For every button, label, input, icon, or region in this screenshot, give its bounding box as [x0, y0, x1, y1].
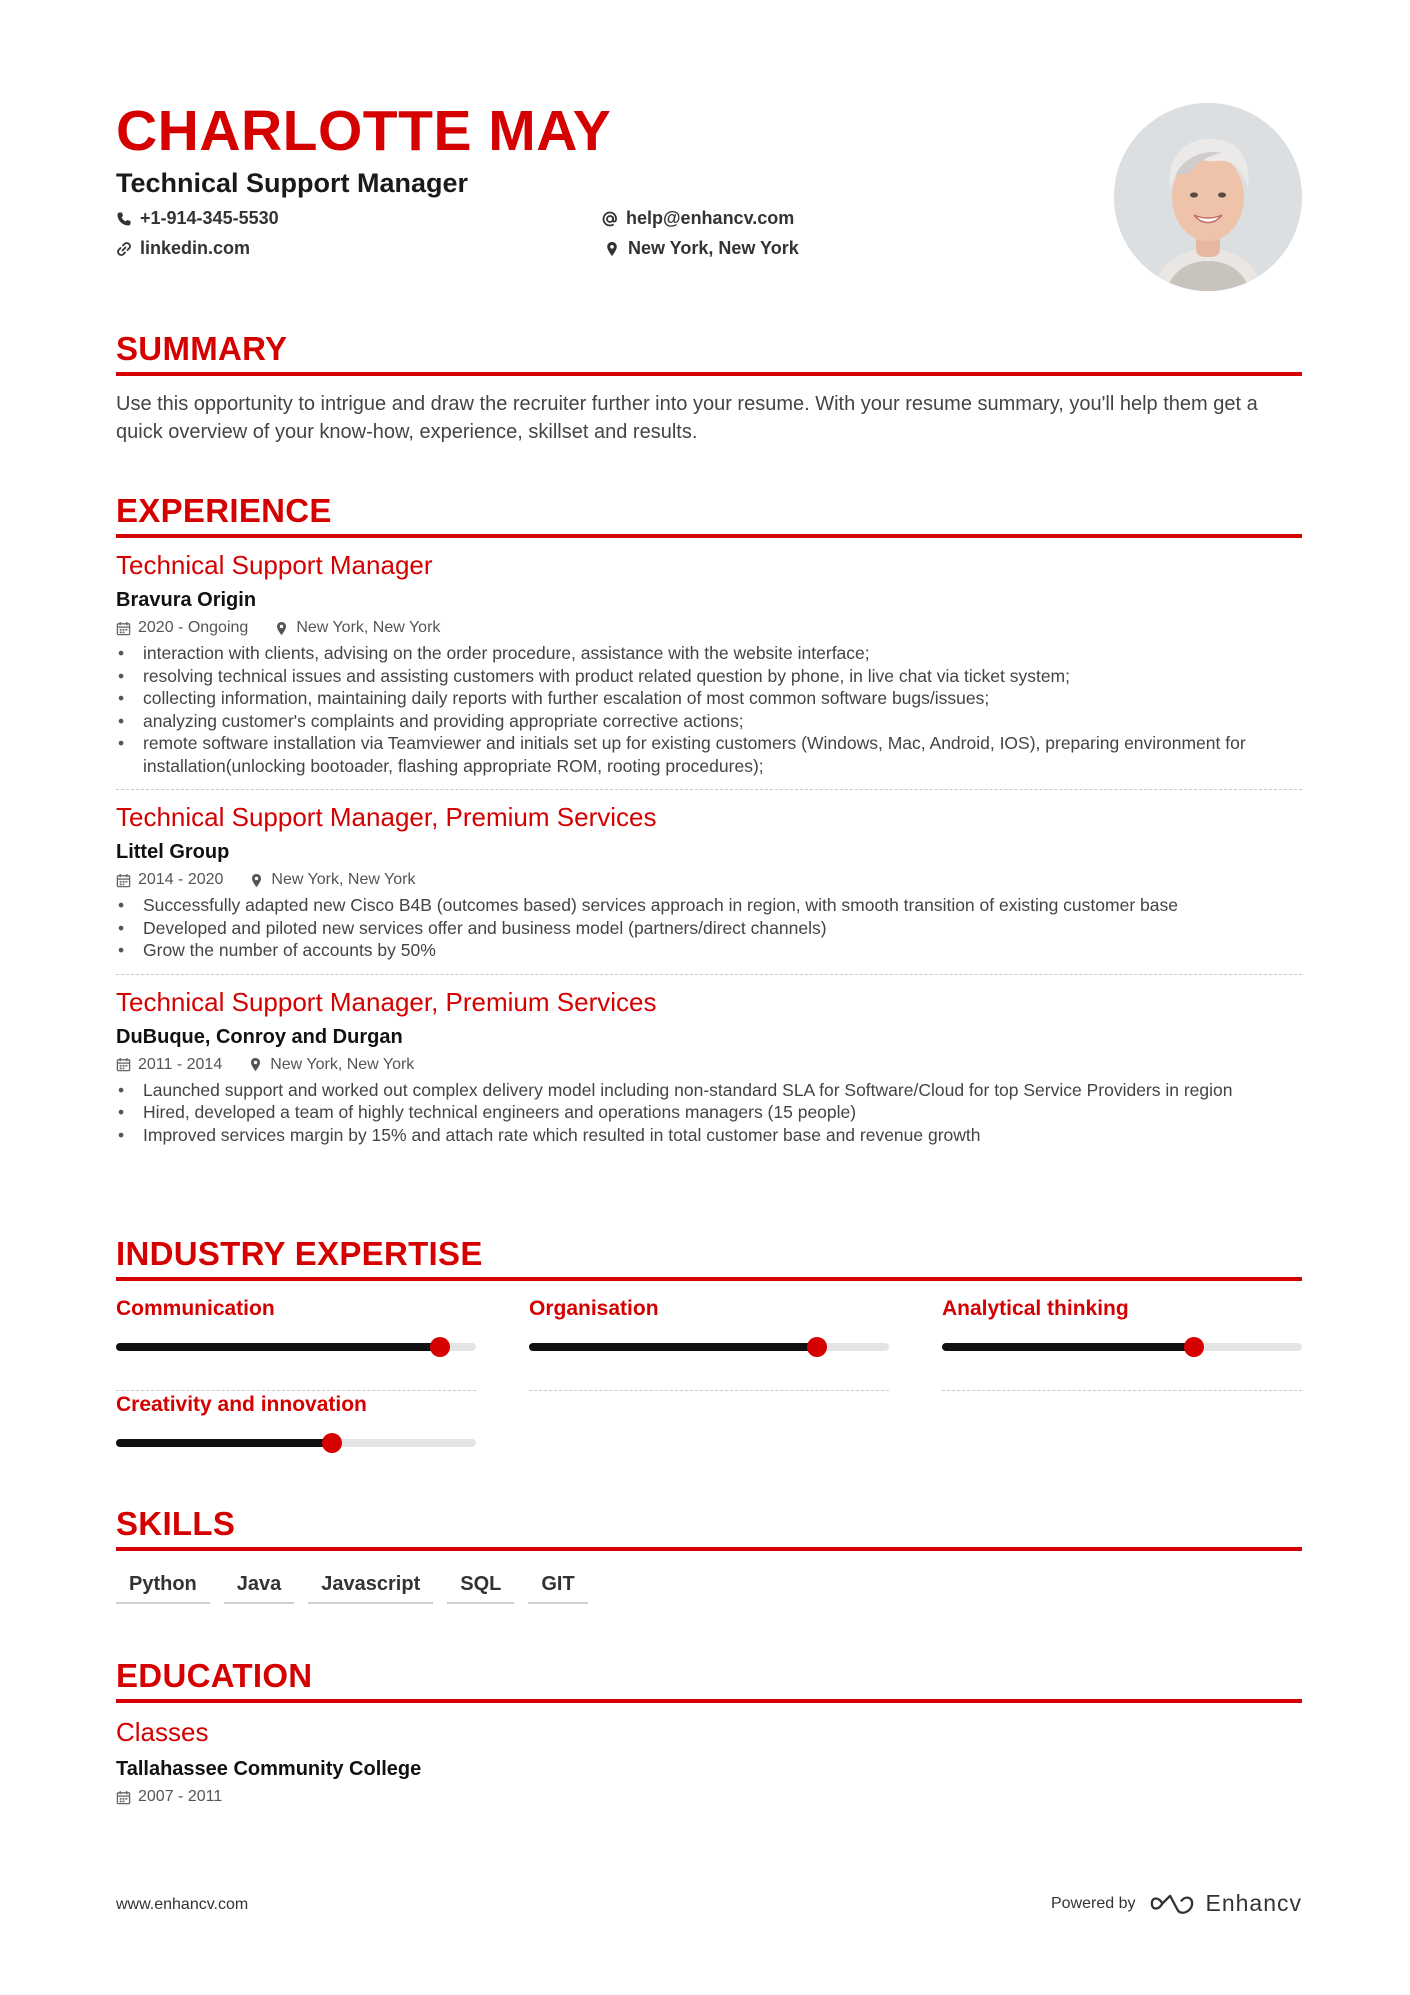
- expertise-bar-knob: [807, 1337, 827, 1357]
- expertise-item: [116, 1295, 476, 1391]
- job-dates: 2020 - Ongoing: [138, 619, 249, 636]
- candidate-title: Technical Support Manager: [116, 168, 469, 198]
- location-pin-icon: [249, 873, 264, 888]
- skill-tag: Javascript: [308, 1573, 433, 1604]
- skill-tag: Python: [116, 1573, 210, 1604]
- location-pin-icon: [604, 241, 620, 257]
- job-title: Technical Support Manager: [116, 550, 433, 580]
- company-name: Littel Group: [116, 841, 230, 863]
- expertise-item: [529, 1295, 889, 1391]
- summary-heading: SUMMARY: [116, 330, 1302, 376]
- location-contact: [604, 238, 799, 259]
- company-name: Bravura Origin: [116, 589, 257, 611]
- footer: [116, 1890, 1302, 1920]
- location-text: New York, New York: [628, 238, 799, 258]
- job-bullet: • Improved services margin by 15% and attach rate which resulted in total customer base and revenue growth: [116, 1124, 1302, 1147]
- location-pin-icon: [274, 621, 289, 636]
- summary-section: [116, 330, 1302, 446]
- enhancv-logo[interactable]: [1149, 1890, 1302, 1917]
- job-bullet: • analyzing customer's complaints and providing appropriate corrective actions;: [116, 710, 1302, 733]
- expertise-bar-fill: [529, 1343, 817, 1351]
- calendar-icon: [116, 621, 131, 636]
- job-entry: [116, 975, 1302, 1159]
- skill-tag: GIT: [528, 1573, 587, 1604]
- phone-icon: [116, 211, 132, 227]
- job-location: New York, New York: [296, 619, 441, 636]
- email-text: help@enhancv.com: [626, 208, 795, 228]
- job-bullet: • Launched support and worked out complex delivery model including non-standard SLA for Software/Cloud for top Service Providers in region: [116, 1079, 1302, 1102]
- powered-by-label: Powered by: [1050, 1894, 1136, 1912]
- job-location: New York, New York: [270, 1055, 415, 1073]
- profile-photo-illustration: [1114, 103, 1302, 291]
- job-bullet: • Successfully adapted new Cisco B4B (outcomes based) services approach in region, with smooth transition of existing customer base: [116, 894, 1302, 917]
- candidate-name: CHARLOTTE MAY: [116, 99, 612, 163]
- footer-site-link[interactable]: www.enhancv.com: [116, 1896, 249, 1913]
- calendar-icon: [116, 1790, 131, 1805]
- job-bullet: • interaction with clients, advising on the order procedure, assistance with the website interface;: [116, 642, 1302, 665]
- expertise-heading: INDUSTRY EXPERTISE: [116, 1235, 1302, 1281]
- expertise-bar-knob: [322, 1433, 342, 1453]
- summary-text: Use this opportunity to intrigue and draw the recruiter further into your resume. With your resume summary, you'll help them get a quick overview of your know-how, experience, skillset and results.: [116, 393, 1258, 443]
- education-school: Tallahassee Community College: [116, 1758, 422, 1780]
- education-dates: 2007 - 2011: [138, 1788, 223, 1805]
- expertise-item: [116, 1391, 476, 1487]
- expertise-bar: [116, 1343, 476, 1351]
- job-entry: [116, 538, 1302, 790]
- job-bullets: [116, 642, 1302, 777]
- linkedin-contact[interactable]: [116, 238, 250, 259]
- job-meta: [116, 869, 1302, 891]
- skill-tag: SQL: [447, 1573, 514, 1604]
- linkedin-text: linkedin.com: [140, 238, 251, 258]
- email-contact[interactable]: [602, 208, 794, 229]
- company-name: DuBuque, Conroy and Durgan: [116, 1025, 403, 1048]
- enhancv-logo-icon: [1149, 1892, 1195, 1915]
- job-dates: 2011 - 2014: [138, 1055, 223, 1073]
- job-bullet: • remote software installation via Teamviewer and initials set up for existing customers (Windows, Mac, Android, IOS), preparing environment for installation(unlocking bootoader, flashing appropriate ROM, rooting procedures);: [116, 732, 1302, 777]
- expertise-label: Organisation: [529, 1297, 659, 1320]
- enhancv-logo-text: Enhancv: [1205, 1890, 1302, 1916]
- expertise-bar-fill: [942, 1343, 1194, 1351]
- education-meta: [116, 1786, 1302, 1808]
- expertise-bar: [529, 1343, 889, 1351]
- skills-section: [116, 1505, 1302, 1604]
- job-dates: 2014 - 2020: [138, 871, 224, 888]
- job-title: Technical Support Manager, Premium Services: [116, 802, 657, 832]
- expertise-bar: [116, 1439, 476, 1447]
- skill-list: [116, 1573, 1302, 1604]
- phone-contact[interactable]: [116, 208, 279, 229]
- expertise-bar-fill: [116, 1439, 332, 1447]
- at-icon: [602, 211, 618, 227]
- expertise-label: Analytical thinking: [942, 1297, 1129, 1320]
- job-bullets: [116, 894, 1302, 962]
- calendar-icon: [116, 1057, 131, 1072]
- expertise-bar: [942, 1343, 1302, 1351]
- job-bullet: • collecting information, maintaining daily reports with further escalation of most common software bugs/issues;: [116, 687, 1302, 710]
- profile-photo: [1114, 103, 1302, 291]
- skill-tag: Java: [224, 1573, 295, 1604]
- experience-heading: EXPERIENCE: [116, 492, 1302, 538]
- job-title: Technical Support Manager, Premium Services: [116, 986, 657, 1017]
- job-bullet: • Grow the number of accounts by 50%: [116, 939, 1302, 962]
- expertise-bar-knob: [1184, 1337, 1204, 1357]
- expertise-label: Creativity and innovation: [116, 1393, 367, 1416]
- experience-section: [116, 492, 1302, 1158]
- job-bullet: • resolving technical issues and assisting customers with product related question by phone, in live chat via ticket system;: [116, 665, 1302, 688]
- job-bullet: • Hired, developed a team of highly technical engineers and operations managers (15 people): [116, 1101, 1302, 1124]
- job-bullet: • Developed and piloted new services offer and business model (partners/direct channels): [116, 917, 1302, 940]
- phone-text: +1-914-345-5530: [140, 208, 279, 228]
- link-icon: [116, 241, 132, 257]
- expertise-bar-fill: [116, 1343, 440, 1351]
- location-pin-icon: [248, 1057, 263, 1072]
- footer-branding: [1051, 1890, 1302, 1917]
- industry-expertise-section: [116, 1235, 1302, 1487]
- job-bullets: [116, 1079, 1302, 1147]
- expertise-grid: [116, 1295, 1302, 1487]
- expertise-label: Communication: [116, 1297, 275, 1320]
- skills-heading: SKILLS: [116, 1505, 1302, 1551]
- education-heading: EDUCATION: [116, 1657, 1302, 1703]
- resume-page: [116, 0, 1302, 1916]
- job-location: New York, New York: [271, 871, 416, 888]
- education-title: Classes: [116, 1717, 209, 1747]
- job-entry: [116, 790, 1302, 975]
- expertise-bar-knob: [430, 1337, 450, 1357]
- education-section: [116, 1657, 1302, 1808]
- calendar-icon: [116, 873, 131, 888]
- expertise-item: [942, 1295, 1302, 1391]
- job-meta: [116, 617, 1302, 639]
- resume-header: [116, 0, 1302, 305]
- job-meta: [116, 1054, 1302, 1076]
